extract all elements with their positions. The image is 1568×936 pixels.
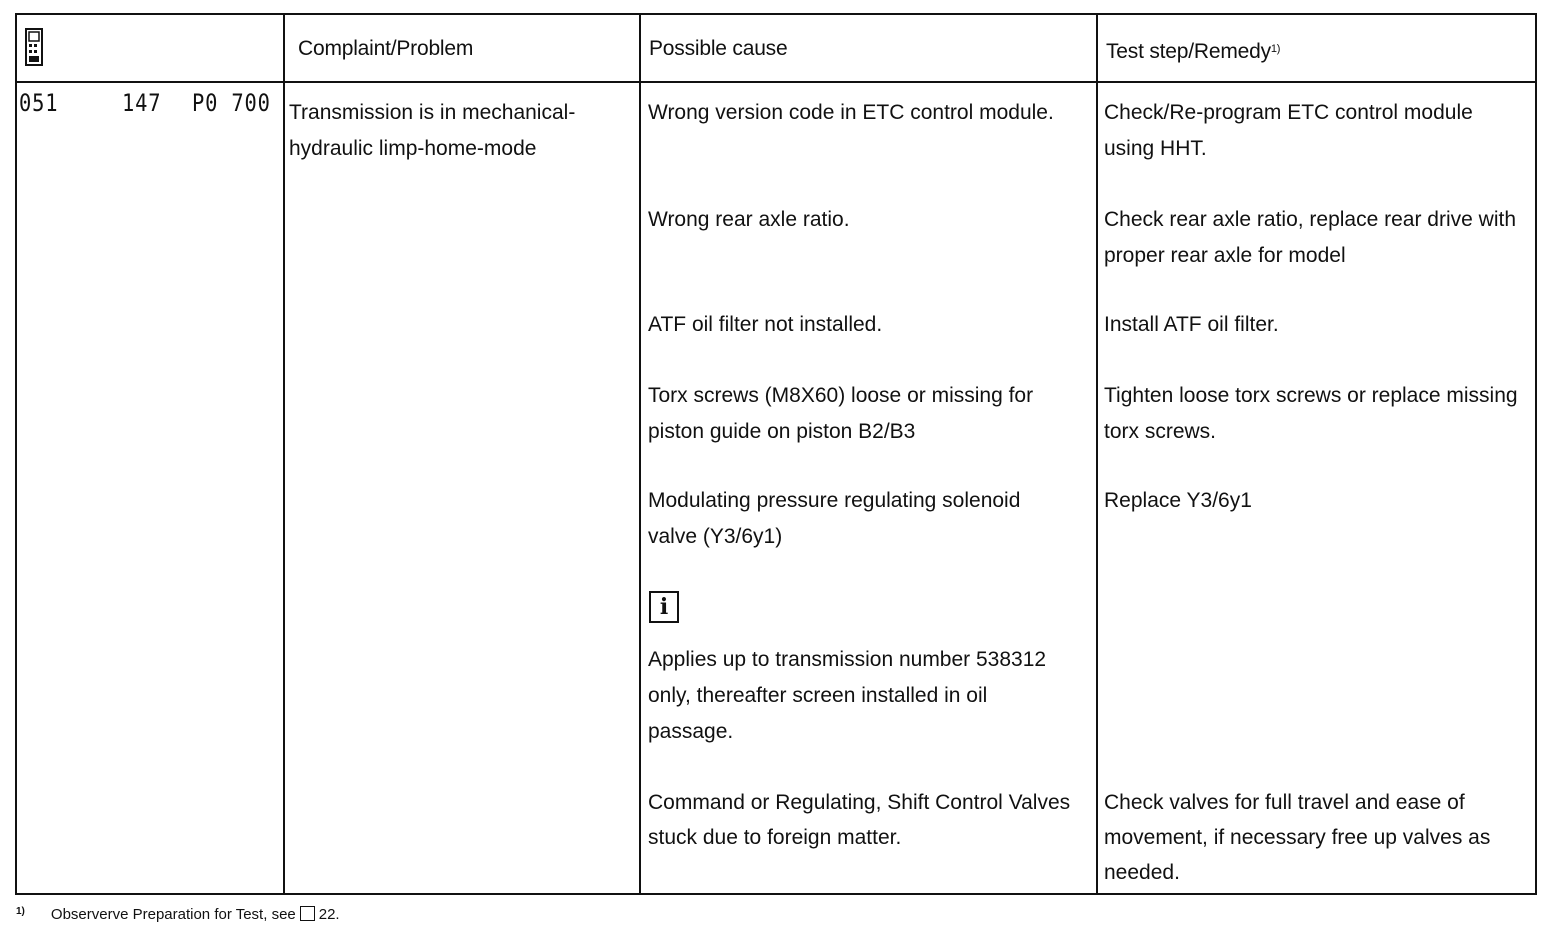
column-divider — [1096, 15, 1098, 893]
remedy-line: Install ATF oil filter. — [1104, 313, 1279, 336]
remedy-line: proper rear axle for model — [1104, 244, 1346, 267]
cause-line: Modulating pressure regulating solenoid — [648, 489, 1021, 512]
remedy-line: Check rear axle ratio, replace rear drive with — [1104, 208, 1517, 231]
header-complaint: Complaint/Problem — [298, 37, 474, 60]
remedy-line: Check/Re-program ETC control module — [1104, 101, 1473, 124]
remedy-line: Replace Y3/6y1 — [1104, 489, 1252, 512]
info-icon: i — [649, 591, 679, 623]
cause-line: piston guide on piston B2/B3 — [648, 420, 916, 443]
header-remedy: Test step/Remedy$^{1)}$ — [1106, 40, 1281, 63]
remedy-line: needed. — [1104, 861, 1180, 884]
fault-code-3: P0 700 — [192, 89, 271, 117]
complaint-line: hydraulic limp-home-mode — [289, 137, 537, 160]
page-reference-icon — [300, 906, 315, 921]
cause-line: Torx screws (M8X60) loose or missing for — [648, 384, 1034, 407]
remedy-line: movement, if necessary free up valves as — [1104, 826, 1491, 849]
footnote-text: Observerve Preparation for Test, see — [50, 906, 296, 923]
footnote-ref[interactable]: 22. — [318, 906, 340, 923]
fault-code-1: 051 — [19, 89, 59, 117]
diagnostic-tester-icon — [25, 28, 43, 66]
complaint-line: Transmission is in mechanical- — [289, 101, 576, 124]
remedy-line: using HHT. — [1104, 137, 1207, 160]
cause-line: Command or Regulating, Shift Control Valves — [648, 791, 1071, 814]
cause-line: Wrong version code in ETC control module. — [648, 101, 1054, 124]
cause-line: valve (Y3/6y1) — [648, 525, 783, 548]
header-cause: Possible cause — [649, 37, 788, 60]
remedy-line: torx screws. — [1104, 420, 1217, 443]
footnote-marker: 1) — [16, 906, 25, 917]
fault-code-2: 147 — [122, 89, 162, 117]
cause-line: stuck due to foreign matter. — [648, 826, 902, 849]
cause-line: Wrong rear axle ratio. — [648, 208, 850, 231]
note-line: only, thereafter screen installed in oil — [648, 684, 988, 707]
remedy-line: Check valves for full travel and ease of — [1104, 791, 1465, 814]
column-divider — [639, 15, 641, 893]
header-divider — [17, 81, 1535, 83]
cause-line: ATF oil filter not installed. — [648, 313, 883, 336]
diagnosis-table — [15, 13, 1537, 895]
footnote-mark: 1) — [1270, 43, 1281, 55]
note-line: passage. — [648, 720, 734, 743]
note-line: Applies up to transmission number 538312 — [648, 648, 1047, 671]
remedy-line: Tighten loose torx screws or replace missing — [1104, 384, 1518, 407]
column-divider — [283, 15, 285, 893]
footnote — [16, 902, 340, 925]
